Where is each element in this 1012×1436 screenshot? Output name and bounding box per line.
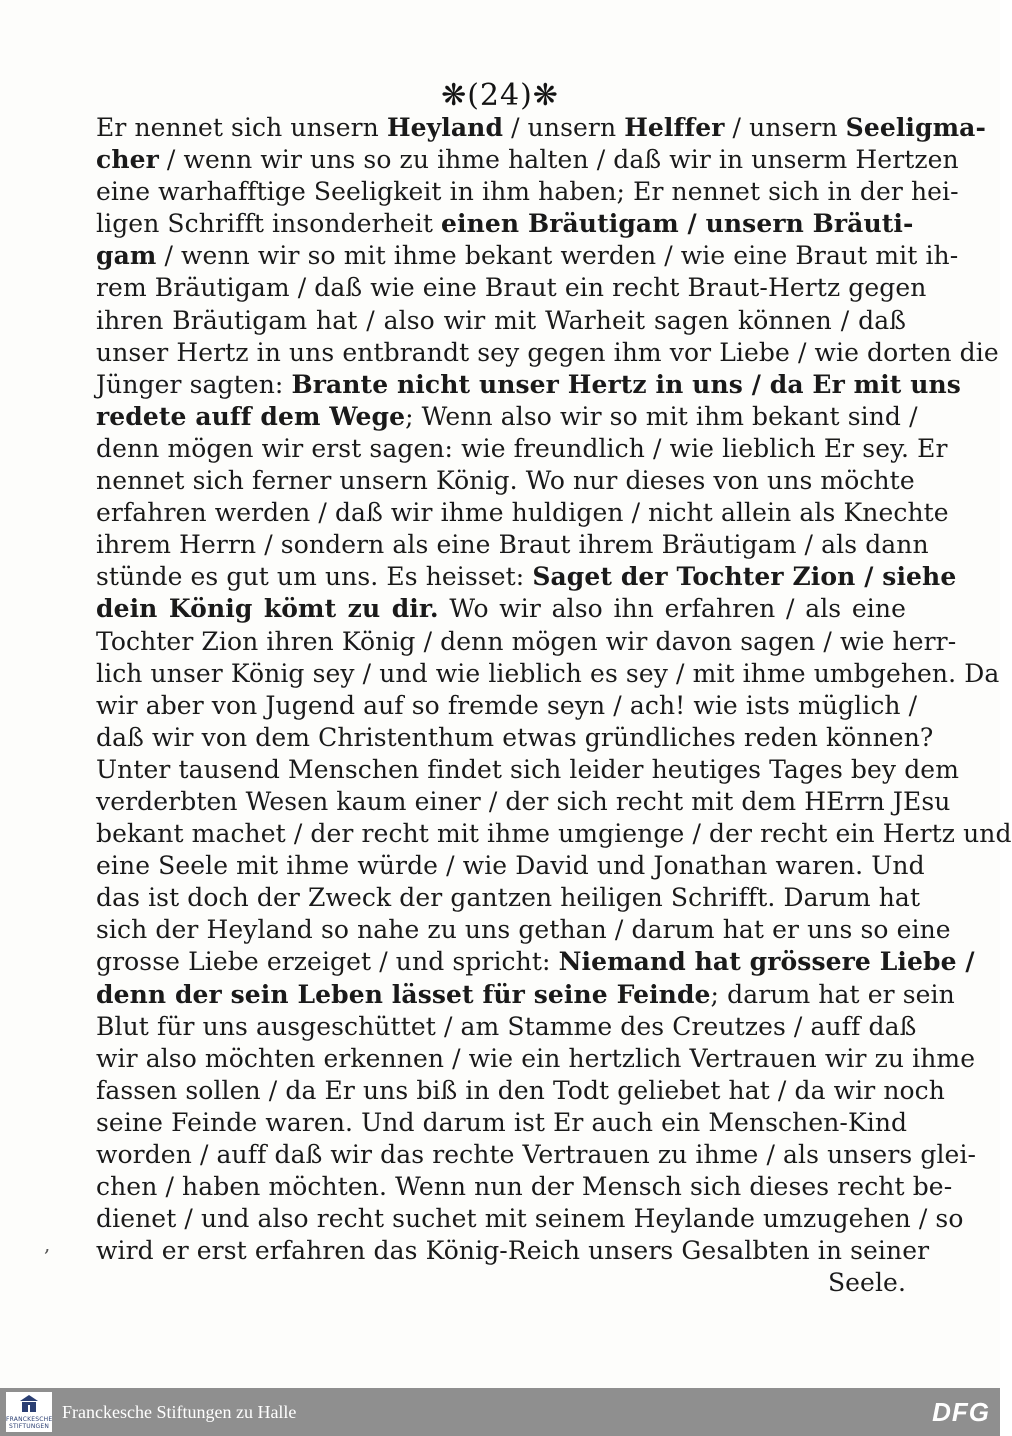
text-line — [96, 818, 1012, 850]
text-span: wird er erst erfahren das König-Reich unsers Gesalbten in seiner — [96, 1236, 930, 1266]
text-span: Seele. — [827, 1268, 906, 1298]
text-span: ihrem Herrn / sondern als eine Braut ihrem Bräutigam / als dann — [96, 530, 929, 560]
text-line — [96, 626, 957, 658]
text-span: ; darum hat er sein — [710, 979, 955, 1009]
emphasized-text: redete auff dem Wege — [96, 401, 406, 431]
text-line — [96, 1235, 930, 1267]
text-line — [96, 176, 959, 208]
text-line — [96, 1171, 953, 1203]
text-line — [96, 690, 918, 722]
text-span: unser Hertz in uns entbrandt sey gegen ihm vor Liebe / wie dorten die — [96, 337, 999, 367]
text-span: ligen Schrifft insonderheit — [96, 209, 442, 239]
text-span: fassen sollen / da Er uns biß in den Todt geliebet hat / da wir noch — [96, 1075, 945, 1105]
text-span: nennet sich ferner unsern König. Wo nur dieses von uns möchte — [96, 466, 915, 496]
text-line — [96, 786, 951, 818]
logo-text-line2: STIFTUNGEN — [8, 1423, 50, 1430]
text-line — [96, 1203, 964, 1235]
emphasized-text: Seeligma- — [845, 113, 986, 142]
text-span: erfahren werden / daß wir ihme huldigen / nicht allein als Knechte — [96, 498, 949, 528]
text-line — [96, 497, 949, 529]
text-line — [96, 240, 959, 272]
emphasized-text: einen Bräutigam / unsern Bräuti- — [441, 209, 914, 239]
text-span: wir aber von Jugend auf so fremde seyn / ach! wie ists müglich / — [96, 690, 918, 720]
text-line — [96, 754, 960, 786]
emphasized-text: Helffer — [624, 113, 725, 142]
text-line — [96, 112, 986, 144]
logo-text-line1: FRANCKESCHE — [6, 1416, 53, 1423]
text-line — [96, 401, 918, 433]
text-span: eine Seele mit ihme würde / wie David und Jonathan waren. Und — [96, 851, 925, 881]
text-line — [96, 208, 914, 240]
text-line — [96, 1043, 976, 1075]
text-span: / unsern — [724, 113, 846, 142]
text-span: Blut für uns ausgeschüttet / am Stamme des Creutzes / auff daß — [96, 1011, 917, 1041]
text-span: stünde es gut um uns. Es heisset: — [96, 562, 533, 592]
margin-mark: , — [44, 1232, 51, 1256]
text-span: Jünger sagten: — [96, 369, 292, 399]
text-span: sich der Heyland so nahe zu uns gethan / darum hat er uns so eine — [96, 915, 951, 945]
text-span: verderbten Wesen kaum einer / der sich recht mit dem HErrn JEsu — [96, 786, 951, 816]
emphasized-text: Saget der Tochter Zion / siehe — [532, 562, 957, 592]
institution-name: Franckesche Stiftungen zu Halle — [62, 1402, 297, 1422]
dfg-logo[interactable]: DFG — [932, 1397, 990, 1427]
text-span: rem Bräutigam / daß wie eine Braut ein recht Braut-Hertz gegen — [96, 273, 927, 303]
emphasized-text: Brante nicht unser Hertz in uns / da Er mit uns — [291, 369, 961, 399]
text-span: / wenn wir so mit ihme bekant werden / wie eine Braut mit ih- — [156, 241, 959, 271]
text-span: Unter tausend Menschen findet sich leider heutiges Tages bey dem — [96, 754, 960, 784]
emphasized-text: cher — [96, 145, 159, 175]
text-span: Wo wir also ihn erfahren / als eine — [438, 594, 906, 624]
text-span: / unsern — [503, 113, 625, 142]
text-span: bekant machet / der recht mit ihme umgienge / der recht ein Hertz und — [96, 819, 1012, 849]
text-span: denn mögen wir erst sagen: wie freundlich / wie lieblich Er sey. Er — [96, 433, 948, 463]
text-span: ; Wenn also wir so mit ihm bekant sind / — [405, 401, 918, 431]
text-line — [96, 144, 959, 176]
text-span: worden / auff daß wir das rechte Vertrauen zu ihme / als unsers glei- — [96, 1140, 977, 1169]
text-line — [96, 272, 927, 304]
text-line — [96, 850, 925, 882]
franckesche-stiftungen-logo[interactable] — [6, 1392, 52, 1432]
building-icon — [20, 1395, 38, 1413]
body-text — [96, 112, 1012, 1299]
text-line — [96, 882, 921, 914]
text-line — [96, 529, 929, 561]
text-line — [96, 337, 999, 369]
emphasized-text: Heyland — [386, 113, 504, 142]
text-span: / wenn wir uns so zu ihme halten / daß wir in unserm Hertzen — [158, 145, 959, 175]
emphasized-text: gam — [96, 241, 157, 271]
text-span: das ist doch der Zweck der gantzen heiligen Schrifft. Darum hat — [96, 883, 921, 913]
text-span: dienet / und also recht suchet mit seinem Heylande umzugehen / so — [96, 1204, 964, 1234]
page-number: (24) — [467, 78, 533, 113]
text-span: Er nennet sich unsern — [96, 113, 387, 142]
text-line — [96, 1075, 945, 1107]
text-span: ihren Bräutigam hat / also wir mit Warheit sagen können / daß — [96, 305, 906, 335]
text-span: seine Feinde waren. Und darum ist Er auch ein Menschen-Kind — [96, 1107, 908, 1137]
text-span: grosse Liebe erzeiget / und spricht: — [96, 947, 559, 977]
text-line — [96, 593, 906, 625]
text-line — [96, 722, 934, 754]
text-line — [96, 369, 961, 401]
text-span: wir also möchten erkennen / wie ein hertzlich Vertrauen wir zu ihme — [96, 1043, 976, 1073]
text-line — [96, 914, 951, 946]
ornament-left: ❋ — [441, 78, 468, 113]
text-span: chen / haben möchten. Wenn nun der Mensch sich dieses recht be- — [96, 1172, 953, 1202]
emphasized-text: denn der sein Leben lässet für seine Feinde — [96, 979, 711, 1009]
text-line — [96, 433, 948, 465]
text-line — [96, 465, 915, 497]
text-span: daß wir von dem Christenthum etwas gründliches reden können? — [96, 722, 934, 752]
text-line — [96, 658, 1000, 690]
text-line — [96, 1107, 906, 1139]
page-header — [0, 78, 1000, 113]
footer-bar — [0, 1388, 1000, 1436]
text-span: lich unser König sey / und wie lieblich es sey / mit ihme umbgehen. Da — [96, 658, 1000, 688]
emphasized-text: dein König kömt zu dir. — [96, 594, 439, 624]
text-line — [96, 979, 955, 1011]
text-line — [96, 1011, 917, 1043]
text-span: Tochter Zion ihren König / denn mögen wir davon sagen / wie herr- — [96, 626, 957, 656]
text-span: eine warhafftige Seeligkeit in ihm haben; Er nennet sich in der hei- — [96, 177, 959, 207]
text-line — [96, 1267, 906, 1299]
ornament-right: ❋ — [532, 78, 559, 113]
text-line — [96, 305, 906, 337]
text-line — [96, 946, 975, 978]
text-line — [96, 561, 957, 593]
text-line — [96, 1139, 977, 1171]
emphasized-text: Niemand hat grössere Liebe / — [558, 947, 975, 977]
